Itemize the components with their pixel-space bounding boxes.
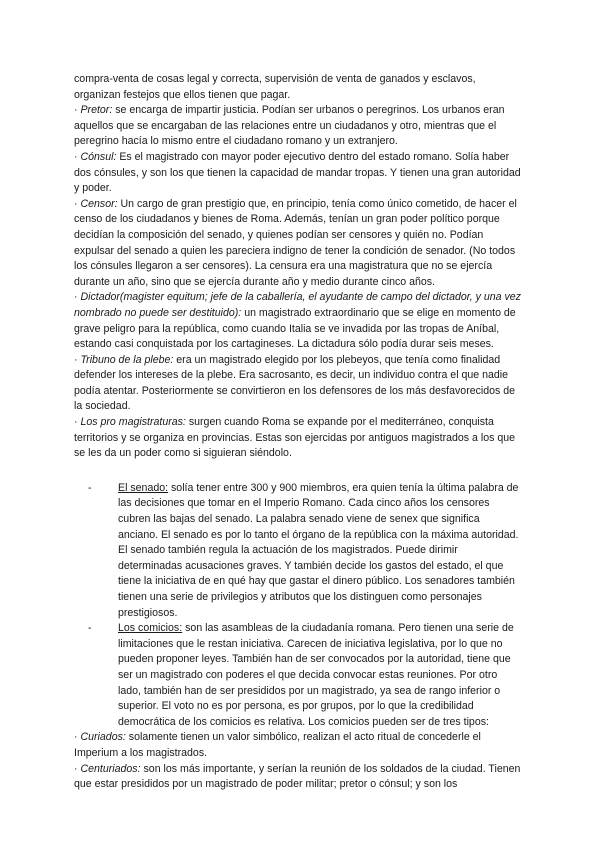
term-comicios: Los comicios: xyxy=(118,622,183,635)
bullet: · xyxy=(74,291,81,304)
comicio-curiados xyxy=(74,730,522,761)
text-senado: solía tener entre 300 y 900 miembros, era quien tenía la última palabra de las decisiones que tomar en el Imperio Romano. Cada cinco años los censores cubren las bajas del senado. La palabra senado viene de senex que significa anciano. El senado es por lo tanto el órgano de la república con la máxima autoridad. El senado también regula la actuación de los magistrados. Puede dirimir determinadas acusaciones graves. Y también decide los gastos del estado, el que tiene la iniciativa de en qué hay que gastar el dinero público. Los senadores también tienen una serie de privilegios y atributos que los distinguen como personajes prestigiosos. xyxy=(118,481,519,619)
magistrates-list xyxy=(74,103,522,462)
bullet: · xyxy=(74,416,81,429)
institutions-list xyxy=(74,481,522,731)
term-pretor: Pretor: xyxy=(80,104,113,117)
term-senado: El senado: xyxy=(118,481,169,494)
magistrate-censor xyxy=(74,197,522,291)
text-curiados: solamente tienen un valor simbólico, realizan el acto ritual de concederle el Imperium a los magistrados. xyxy=(74,731,481,759)
magistrate-pro-magistraturas xyxy=(74,415,522,462)
text-dictador: un magistrado extraordinario que se elige en momento de grave peligro para la república, como cuando Italia se ve invadida por las tropas de Aníbal, estando casi conquistada por los cartagineses. La dictadura sólo podía durar seis meses. xyxy=(74,306,516,351)
text-censor: Un cargo de gran prestigio que, en principio, tenía como único cometido, de hacer el censo de los ciudadanos y bienes de Roma. Además, tenían un gran poder político porque decidían la composición del senado, y quienes podían ser censores y quién no. Podían expulsar del senado a quien les pareciera indigno de tener la condición de senador. (No todos los cónsules llegaron a ser censores). La censura era una magistratura que no se ejercía durante un año, sino que se ejercía durante año y medio durante cinco años. xyxy=(74,197,517,288)
bullet: · xyxy=(74,104,81,117)
term-centuriados: Centuriados: xyxy=(80,762,141,775)
magistrate-dictador xyxy=(74,290,522,352)
bullet: · xyxy=(74,197,81,210)
text-tribuno: era un magistrado elegido por los plebeyos, que tenía como finalidad defender los intereses de la plebe. Era sacrosanto, es decir, un individuo contra el que nadie podía atentar. Posteriormente se convirtieron en los defensores de los más desfavorecidos de la sociedad. xyxy=(74,353,516,413)
term-tribuno: Tribuno de la plebe: xyxy=(80,353,174,366)
text-comicios: son las asambleas de la ciudadanía romana. Pero tienen una serie de limitaciones que le restan iniciativa. Carecen de iniciativa legislativa, por lo que no pueden proponer leyes. También han de ser convocados por la autoridad, tiene que ser un magistrado con poderes el que decida convocar estas reuniones. Por otro lado, también han de ser presididos por un magistrado, ya sea de rango inferior o superior. El voto no es por persona, es por grupos, por lo que la credibilidad democrática de los comicios es relativa. Los comicios pueden ser de tres tipos: xyxy=(118,622,514,728)
text-consul: Es el magistrado con mayor poder ejecutivo dentro del estado romano. Solía haber dos cónsules, y son los que tienen la capacidad de mandar tropas. Y tienen una gran autoridad y poder. xyxy=(74,150,521,195)
comicios-types xyxy=(74,730,522,792)
institution-comicios xyxy=(88,621,522,730)
bullet: · xyxy=(74,353,81,366)
bullet: · xyxy=(74,731,81,744)
institution-senado xyxy=(88,481,522,621)
term-dictador: Dictador(magister equitum; jefe de la caballería, el ayudante de campo del dictador, y una vez nombrado no puede ser destituido): xyxy=(74,291,521,319)
term-consul: Cónsul: xyxy=(80,150,117,163)
bullet: · xyxy=(74,762,81,775)
text-centuriados: son los más importante, y serían la reunión de los soldados de la ciudad. Tienen que estar presididos por un magistrado de poder militar; pretor o cónsul; y son los xyxy=(74,762,521,791)
term-curiados: Curiados: xyxy=(80,731,126,744)
magistrate-tribuno xyxy=(74,353,522,415)
term-censor: Censor: xyxy=(80,197,118,210)
list-dash: - xyxy=(88,622,92,635)
text-pretor: se encarga de impartir justicia. Podían ser urbanos o peregrinos. Los urbanos eran aquellos que se encargaban de las relaciones entre un ciudadanos y otro, mientras que el peregrino hacía lo mismo entre el ciudadano romano y un extranjero. xyxy=(74,104,505,148)
intro-paragraph: compra-venta de cosas legal y correcta, supervisión de venta de ganados y esclavos, organizan festejos que ellos tienen que pagar. xyxy=(74,73,476,101)
text-pro-magistraturas: surgen cuando Roma se expande por el mediterráneo, conquista territorios y se organiza en provincias. Estas son ejercidas por antiguos magistrados a los que se les da un poder como si siguieran siéndolo. xyxy=(74,416,516,460)
magistrate-pretor xyxy=(74,103,522,150)
list-dash: - xyxy=(88,481,92,494)
term-pro-magistraturas: Los pro magistraturas: xyxy=(80,416,186,429)
comicio-centuriados xyxy=(74,762,522,793)
bullet: · xyxy=(74,150,81,163)
magistrate-consul xyxy=(74,150,522,197)
